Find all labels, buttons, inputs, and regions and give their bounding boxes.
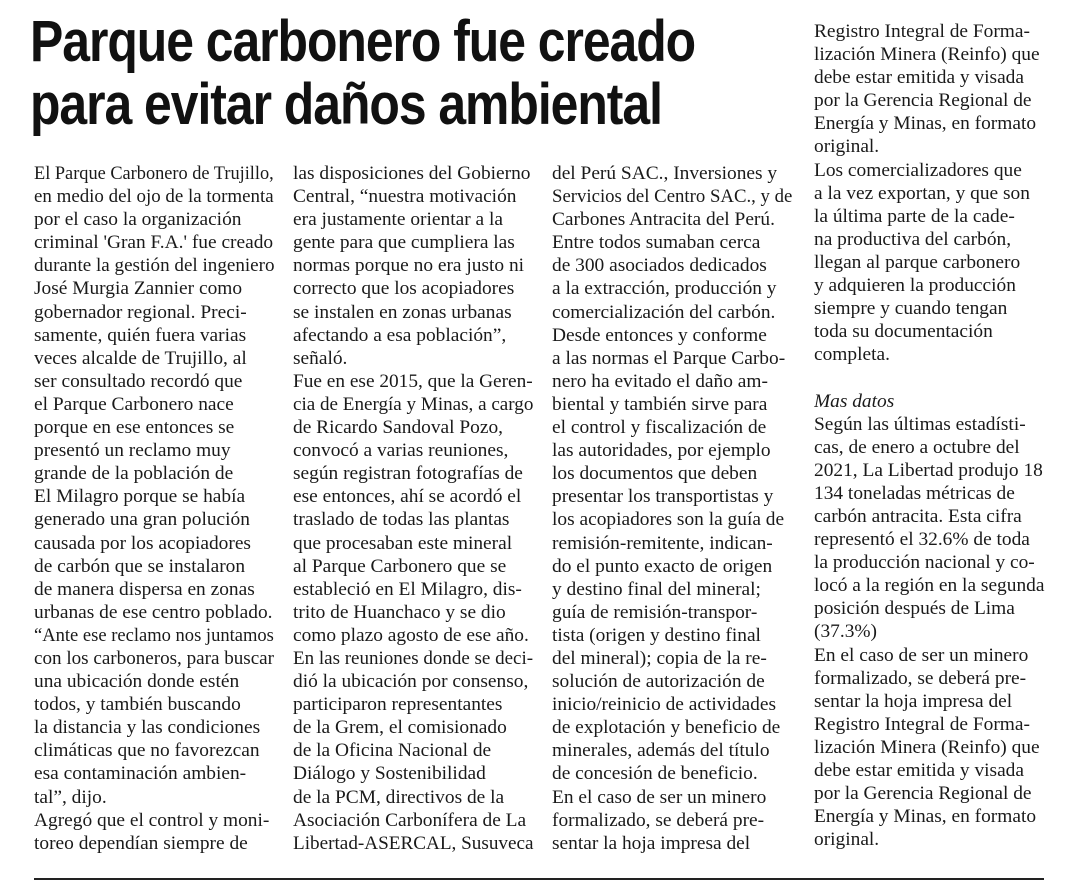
text-line: sentar la hoja impresa del	[814, 690, 1013, 712]
text-line: El Parque Carbonero de Trujillo,	[34, 163, 274, 184]
text-line: una ubicación donde estén	[34, 671, 240, 693]
text-line: era justamente orientar a la	[293, 209, 503, 231]
text-line: (37.3%)	[814, 621, 878, 643]
text-line: del Perú SAC., Inversiones y	[552, 163, 778, 184]
text-line: traslado de todas las plantas	[293, 509, 510, 531]
article-column-3	[552, 162, 792, 855]
text-line: a las normas el Parque Carbo-	[552, 347, 786, 369]
text-line: de carbón que se instalaron	[34, 555, 246, 577]
text-line: de la Oficina Nacional de	[293, 740, 492, 762]
text-line: do el punto exacto de origen	[552, 555, 773, 577]
text-line: En el caso de ser un minero	[552, 786, 767, 808]
text-line: llegan al parque carbonero	[814, 251, 1021, 273]
text-line: estableció en El Milagro, dis-	[293, 578, 522, 600]
text-line: remisión-remitente, indican-	[552, 532, 773, 554]
text-line: y destino final del mineral;	[552, 578, 761, 600]
text-line: Diálogo y Sostenibilidad	[293, 763, 486, 785]
text-line: durante la gestión del ingeniero	[34, 255, 275, 277]
text-line: la última parte de la cade-	[814, 205, 1015, 227]
text-line: Entre todos sumaban cerca	[552, 232, 761, 254]
text-line: la producción nacional y co-	[814, 552, 1035, 574]
text-line: Agregó que el control y moni-	[34, 809, 270, 831]
text-line: na productiva del carbón,	[814, 228, 1012, 250]
text-line: que procesaban este mineral	[293, 532, 513, 554]
text-line: a la extracción, producción y	[552, 278, 777, 300]
text-line: se instalen en zonas urbanas	[293, 301, 512, 323]
text-line: las autoridades, por ejemplo	[552, 440, 771, 462]
text-line: por la Gerencia Regional de	[814, 783, 1032, 805]
text-line: dió la ubicación por consenso,	[293, 671, 529, 693]
text-line: del mineral); copia de la re-	[552, 647, 767, 669]
text-line: José Murgia Zannier como	[34, 278, 243, 300]
text-line: las disposiciones del Gobierno	[293, 163, 531, 184]
text-line: nero ha evitado el daño am-	[552, 370, 768, 392]
text-line: Energía y Minas, en formato	[814, 806, 1037, 828]
text-line: trito de Huanchaco y se dio	[293, 601, 506, 623]
text-line: toreo dependían siempre de	[34, 832, 248, 854]
text-line: como plazo agosto de ese año.	[293, 624, 529, 646]
text-line: criminal 'Gran F.A.' fue creado	[34, 232, 274, 254]
text-line: participaron representantes	[293, 694, 503, 716]
text-line: Registro Integral de Forma-	[814, 713, 1030, 735]
headline-line-1: Parque carbonero fue creado	[30, 9, 696, 74]
section-subheading: Mas datos	[814, 390, 895, 412]
article-column-4	[814, 20, 1054, 851]
text-line: con los carboneros, para buscar	[34, 647, 275, 669]
text-line: el control y fiscalización de	[552, 417, 767, 439]
text-line: urbanas de ese centro poblado.	[34, 601, 273, 623]
text-line: de Ricardo Sandoval Pozo,	[293, 417, 504, 439]
text-line: Energía y Minas, en formato	[814, 113, 1037, 135]
text-line: el Parque Carbonero nace	[34, 393, 234, 415]
text-line: la distancia y las condiciones	[34, 717, 261, 739]
text-line: por el caso la organización	[34, 209, 242, 231]
text-line: formalizado, se deberá pre-	[814, 667, 1027, 689]
text-line: Asociación Carbonífera de La	[293, 809, 527, 831]
text-line: comercialización del carbón.	[552, 301, 776, 323]
text-line: ser consultado recordó que	[34, 370, 243, 392]
text-line: de concesión de beneficio.	[552, 763, 758, 785]
text-line: en medio del ojo de la tormenta	[34, 186, 274, 208]
text-line: El Milagro porque se había	[34, 486, 246, 508]
headline-line-2: para evitar daños ambiental	[30, 72, 662, 137]
text-line: guía de remisión-transpor-	[552, 601, 758, 623]
text-line: siempre y cuando tengan	[814, 298, 1008, 320]
text-line: original.	[814, 829, 880, 851]
text-line: En las reuniones donde se deci-	[293, 647, 534, 669]
paragraph-spacer	[814, 366, 1054, 389]
text-line: lización Minera (Reinfo) que	[814, 736, 1040, 758]
text-line: “Ante ese reclamo nos juntamos	[34, 624, 274, 646]
text-line: tal”, dijo.	[34, 786, 107, 808]
text-line: todos, y también buscando	[34, 694, 241, 716]
text-line: minerales, además del título	[552, 740, 770, 762]
text-line: inicio/reinicio de actividades	[552, 694, 776, 716]
text-line: y adquieren la producción	[814, 275, 1016, 297]
text-line: esa contaminación ambien-	[34, 763, 247, 785]
text-line: toda su documentación	[814, 321, 993, 343]
text-line: biental y también sirve para	[552, 393, 768, 415]
text-line: Según las últimas estadísti-	[814, 413, 1026, 435]
text-line: Central, “nuestra motivación	[293, 186, 517, 208]
text-line: 134 toneladas métricas de	[814, 482, 1015, 504]
text-line: Desde entonces y conforme	[552, 324, 767, 346]
text-line: Los comercializadores que	[814, 159, 1022, 181]
text-line: cia de Energía y Minas, a cargo	[293, 393, 534, 415]
text-line: Carbones Antracita del Perú.	[552, 209, 775, 231]
text-line: de la Grem, el comisionado	[293, 717, 507, 739]
text-line: presentar los transportistas y	[552, 486, 774, 508]
text-line: climáticas que no favorezcan	[34, 740, 260, 762]
text-line: Libertad-ASERCAL, Susuveca	[293, 832, 534, 854]
text-line: Fue en ese 2015, que la Geren-	[293, 370, 533, 392]
text-line: correcto que los acopiadores	[293, 278, 515, 300]
text-line: gobernador regional. Preci-	[34, 301, 247, 323]
text-line: original.	[814, 136, 880, 158]
text-line: gente para que cumpliera las	[293, 232, 515, 254]
text-line: En el caso de ser un minero	[814, 644, 1029, 666]
text-line: de 300 asociados dedicados	[552, 255, 767, 277]
text-line: posición después de Lima	[814, 598, 1015, 620]
text-line: de explotación y beneficio de	[552, 717, 781, 739]
text-line: completa.	[814, 344, 890, 366]
text-line: samente, quién fuera varias	[34, 324, 247, 346]
text-line: grande de la población de	[34, 463, 234, 485]
text-line: ese entonces, ahí se acordó el	[293, 486, 522, 508]
text-line: cas, de enero a octubre del	[814, 436, 1020, 458]
text-line: 2021, La Libertad produjo 18	[814, 459, 1043, 481]
bottom-divider	[34, 878, 1044, 880]
text-line: al Parque Carbonero que se	[293, 555, 507, 577]
text-line: sentar la hoja impresa del	[552, 832, 751, 854]
text-line: convocó a varias reuniones,	[293, 440, 509, 462]
text-line: los documentos que deben	[552, 463, 758, 485]
text-line: los acopiadores son la guía de	[552, 509, 785, 531]
text-line: por la Gerencia Regional de	[814, 90, 1032, 112]
text-line: tista (origen y destino final	[552, 624, 761, 646]
text-line: formalizado, se deberá pre-	[552, 809, 765, 831]
article-column-1	[34, 162, 274, 855]
text-line: según registran fotografías de	[293, 463, 523, 485]
text-line: señaló.	[293, 347, 348, 369]
text-line: causada por los acopiadores	[34, 532, 251, 554]
text-line: lización Minera (Reinfo) que	[814, 44, 1040, 66]
text-line: de manera dispersa en zonas	[34, 578, 255, 600]
text-line: presentó un reclamo muy	[34, 440, 231, 462]
text-line: debe estar emitida y visada	[814, 67, 1024, 89]
text-line: veces alcalde de Trujillo, al	[34, 347, 247, 369]
text-line: solución de autorización de	[552, 671, 765, 693]
text-line: afectando a esa población”,	[293, 324, 507, 346]
text-line: Servicios del Centro SAC., y de	[552, 186, 793, 208]
text-line: a la vez exportan, y que son	[814, 182, 1030, 204]
text-line: locó a la región en la segunda	[814, 575, 1045, 597]
article-column-2	[293, 162, 533, 855]
text-line: Registro Integral de Forma-	[814, 21, 1030, 42]
text-line: porque en ese entonces se	[34, 417, 235, 439]
article-headline	[30, 9, 696, 137]
text-line: normas porque no era justo ni	[293, 255, 525, 277]
text-line: de la PCM, directivos de la	[293, 786, 505, 808]
text-line: representó el 32.6% de toda	[814, 529, 1030, 551]
text-line: generado una gran polución	[34, 509, 250, 531]
text-line: carbón antracita. Esta cifra	[814, 505, 1022, 527]
text-line: debe estar emitida y visada	[814, 760, 1024, 781]
